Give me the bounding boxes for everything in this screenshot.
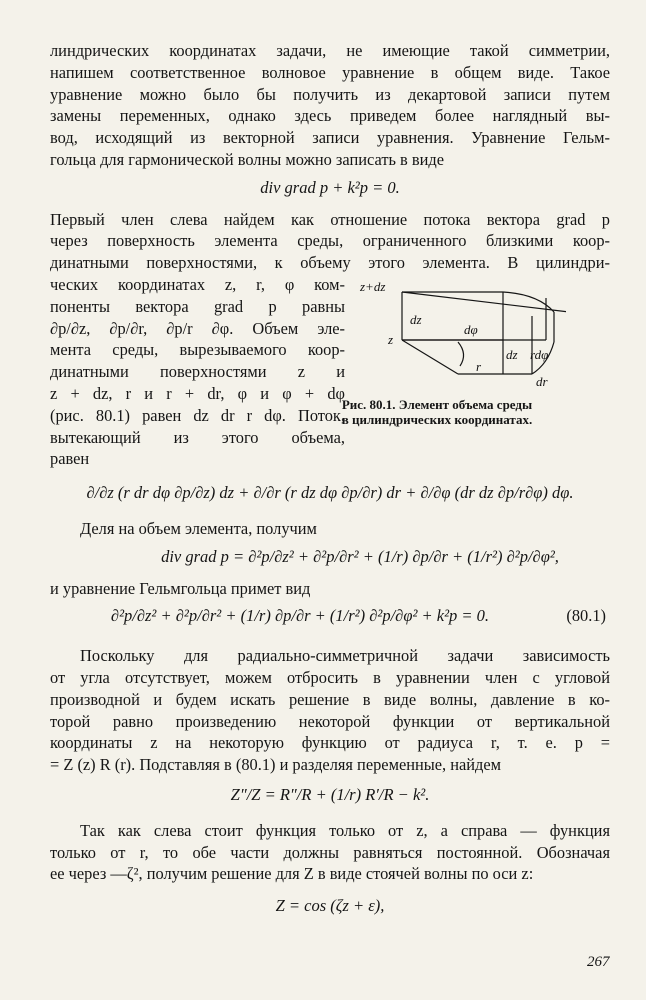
text-line: Поскольку для радиально-симметричной задачи зависимость [80, 646, 610, 666]
page-body [50, 40, 610, 917]
diagram-label: dr [536, 374, 548, 389]
diagram-label: dz [410, 312, 422, 327]
text-line: = Z (z) R (r). Подставляя в (80.1) и разделяя переменные, найдем [50, 755, 502, 775]
paragraph-1 [50, 40, 610, 171]
equation-standing-wave: Z = cos (ζz + ε), [275, 896, 385, 916]
equation-flux: ∂/∂z (r dr dφ ∂p/∂z) dz + ∂/∂r (r dz dφ ∂p/∂r) dr + ∂/∂φ (dr dz ∂p/r∂φ) dφ. [86, 483, 574, 503]
text-line: вытекающий из этого объема, [50, 427, 345, 447]
equation-80-1: ∂²p/∂z² + ∂²p/∂r² + (1/r) ∂p/∂r + (1/r²) ∂²p/∂φ² + k²p = 0. [110, 606, 490, 626]
diagram-label: dφ [464, 322, 478, 337]
figure-caption-line: Рис. 80.1. Элемент объема среды [341, 397, 533, 412]
paragraph-2 [50, 209, 610, 274]
text-line: z + dz, r и r + dr, φ и φ + dφ [50, 383, 345, 403]
text-line: (рис. 80.1) равен dz dr r dφ. Поток, [50, 405, 345, 425]
text-line: гольца для гармонической волны можно записать в виде [50, 149, 445, 169]
equation-separation: Z″/Z = R″/R + (1/r) R′/R − k². [230, 784, 430, 804]
figure-80-1 [308, 272, 566, 427]
text-line: мента среды, вырезываемого коор- [50, 340, 345, 360]
equation-helmholtz: div grad p + k²p = 0. [260, 177, 400, 197]
text-line: только от r, то обе части должны равняться постоянной. Обозначая [50, 842, 610, 862]
paragraph-6 [50, 820, 610, 885]
figure-caption [308, 397, 566, 427]
text-line: Так как слева стоит функция только от z, а справа — функция [80, 820, 610, 840]
diagram-label: z [388, 332, 394, 347]
text-line: уравнение можно было бы получить из декартовой записи путем [50, 84, 610, 104]
text-line: ее через —ζ², получим решение для Z в виде стоячей волны по оси z: [50, 864, 534, 884]
page-number: 267 [587, 954, 610, 970]
diagram-label: r [476, 359, 482, 374]
text-line: ческих координатах z, r, φ ком- [50, 274, 345, 294]
text-line: линдрических координатах задачи, не имеющие такой симметрии, [50, 41, 610, 60]
paragraph-2-left-column [50, 274, 345, 470]
diagram-label: rdφ [530, 347, 549, 362]
text-line: напишем соответственное волновое уравнение в общем виде. Такое [50, 62, 610, 82]
text-line: поненты вектора grad p равны [50, 296, 345, 316]
text-line: динатными поверхностями, к объему этого элемента. В цилиндри- [50, 253, 610, 273]
text-line: ∂p/∂z, ∂p/∂r, ∂p/r ∂φ. Объем эле- [50, 318, 345, 338]
equation-div-grad: div grad p = ∂²p/∂z² + ∂²p/∂r² + (1/r) ∂p/∂r + (1/r²) ∂²p/∂φ², [161, 546, 559, 566]
text-line: равен [50, 449, 90, 469]
equation-80-1-row [50, 605, 610, 627]
text-helmholtz-form: и уравнение Гельмгольца примет вид [50, 578, 311, 598]
text-line: замены переменных, однако здесь приведем более наглядный вы- [50, 106, 610, 126]
paragraph-5 [50, 645, 610, 776]
diagram-label: dz [506, 347, 518, 362]
text-line: торой равно произведению некоторой функции от вертикальной [50, 711, 610, 731]
cylindrical-element-diagram [308, 272, 566, 390]
equation-tag: (80.1) [566, 606, 606, 626]
text-dividing: Деля на объем элемента, получим [80, 518, 317, 538]
text-line: координаты z на некоторую функцию от радиуса r, т. е. p = [50, 733, 610, 753]
text-line: вод, исходящий из векторной записи уравнения. Уравнение Гельм- [50, 128, 610, 148]
diagram-label: z+dz [360, 279, 386, 294]
text-line: через поверхность элемента среды, ограниченного близкими коор- [50, 231, 610, 251]
text-line: динатными поверхностями z и [50, 362, 345, 382]
figure-caption-line: в цилиндрических координатах. [341, 412, 533, 427]
text-line: от угла отсутствует, можем отбросить в уравнении член с угловой [50, 667, 610, 687]
text-line: производной и будем искать решение в виде волны, давление в ко- [50, 689, 610, 709]
text-line: Первый член слева найдем как отношение потока вектора grad p [50, 209, 610, 229]
